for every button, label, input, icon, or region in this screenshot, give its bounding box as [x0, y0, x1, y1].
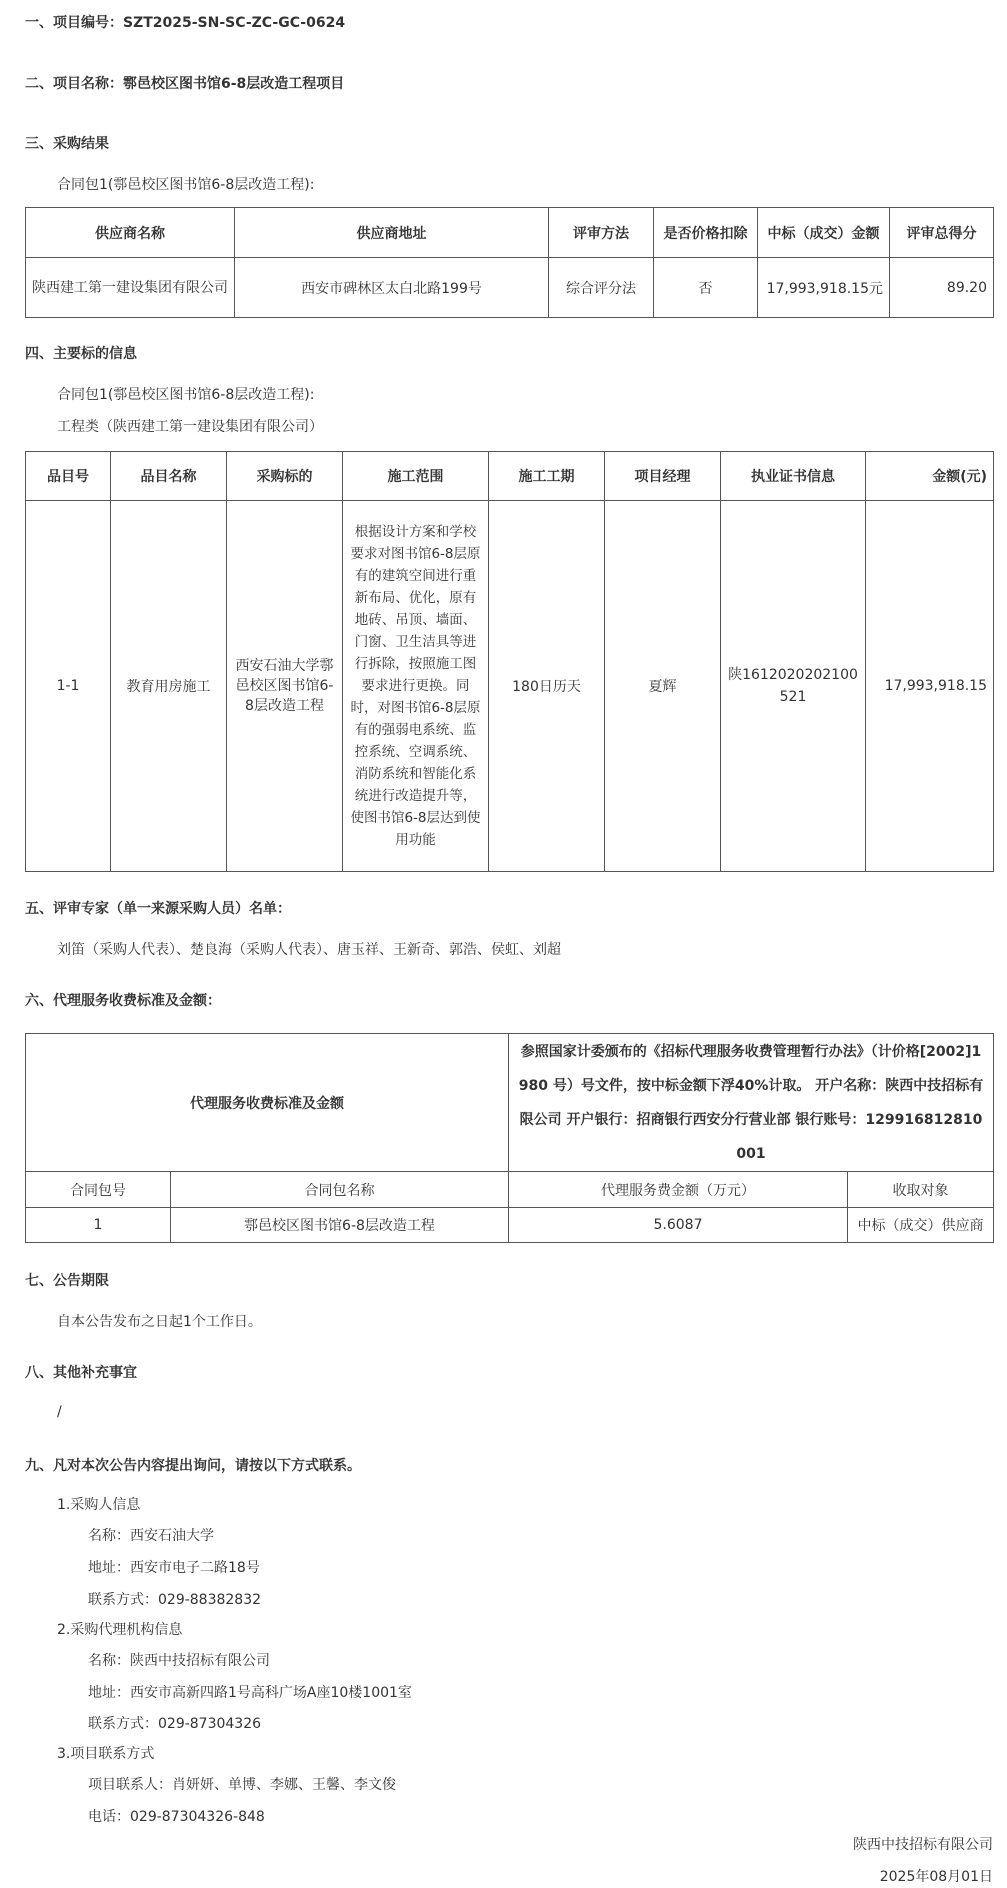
experts-list: 刘笛（采购人代表）、楚良海（采购人代表）、唐玉祥、王新奇、郭浩、侯虹、刘超	[57, 942, 561, 958]
result-header-cell: 供应商地址	[235, 208, 549, 258]
total-score-cell: 89.20	[890, 258, 994, 318]
notice-period-text: 自本公告发布之日起1个工作日。	[57, 1314, 262, 1330]
supplier-address-cell: 西安市碑林区太白北路199号	[235, 258, 549, 318]
subject-cell: 西安石油大学鄠邑校区图书馆6-8层改造工程	[227, 501, 343, 872]
agent-info-heading: 2.采购代理机构信息	[57, 1622, 183, 1638]
fee-header-cell: 合同包号	[26, 1172, 171, 1208]
package-name-cell: 鄠邑校区图书馆6-8层改造工程	[171, 1208, 509, 1243]
item-name-cell: 教育用房施工	[111, 501, 227, 872]
fee-header-cell: 收取对象	[848, 1172, 994, 1208]
construction-scope-cell: 根据设计方案和学校要求对图书馆6-8层原有的建筑空间进行重新布局、优化，原有地砖、吊顶、墙面、门窗、卫生洁具等进行拆除，按照施工图要求进行更换。同时，对图书馆6-8层原有的强弱电系统、监控系统、空调系统、消防系统和智能化系统进行改造提升等，使图书馆6-8层达到使用功能	[343, 501, 489, 872]
project-name-label: 二、项目名称：	[25, 76, 123, 92]
subject-table	[25, 451, 994, 872]
result-header-cell: 中标（成交）金额	[758, 208, 890, 258]
item-number-cell: 1-1	[26, 501, 111, 872]
fee-header-cell: 代理服务费金额（万元）	[509, 1172, 848, 1208]
buyer-info-heading: 1.采购人信息	[57, 1497, 141, 1513]
project-manager-cell: 夏辉	[605, 501, 721, 872]
fee-standard-label: 代理服务收费标准及金额	[26, 1034, 509, 1172]
inquiry-heading: 九、凡对本次公告内容提出询问，请按以下方式联系。	[25, 1458, 361, 1474]
buyer-address: 地址：西安市电子二路18号	[88, 1560, 260, 1576]
procurement-result-heading: 三、采购结果	[25, 136, 109, 152]
subject-header-cell: 施工范围	[343, 452, 489, 501]
agent-phone: 联系方式：029-87304326	[88, 1716, 262, 1732]
subject-header-cell: 执业证书信息	[721, 452, 866, 501]
experts-heading: 五、评审专家（单一来源采购人员）名单：	[25, 901, 291, 917]
project-name-value: 鄠邑校区图书馆6-8层改造工程项目	[123, 76, 345, 92]
project-name	[25, 73, 344, 93]
subject-header-cell: 金额(元)	[866, 452, 994, 501]
result-header-cell: 评审总得分	[890, 208, 994, 258]
supplementary-heading: 八、其他补充事宜	[25, 1365, 137, 1381]
supplementary-text: /	[57, 1404, 62, 1420]
subject-header-cell: 品目号	[26, 452, 111, 501]
result-header-cell: 是否价格扣除	[654, 208, 758, 258]
subject-header-row	[26, 452, 994, 501]
project-contact-heading: 3.项目联系方式	[57, 1746, 155, 1762]
footer-company: 陕西中技招标有限公司	[853, 1837, 993, 1853]
fee-amount-cell: 5.6087	[509, 1208, 848, 1243]
amount-cell: 17,993,918.15	[866, 501, 994, 872]
result-header-row	[26, 208, 994, 258]
agent-name: 名称：陕西中技招标有限公司	[88, 1653, 270, 1669]
result-header-cell: 供应商名称	[26, 208, 235, 258]
project-number	[25, 12, 345, 32]
buyer-phone: 联系方式：029-88382832	[88, 1592, 262, 1608]
notice-period-heading: 七、公告期限	[25, 1273, 109, 1289]
fee-header-cell: 合同包名称	[171, 1172, 509, 1208]
subject-header-cell: 采购标的	[227, 452, 343, 501]
project-contact-people: 项目联系人：肖妍妍、单博、李娜、王馨、李文俊	[88, 1777, 396, 1793]
subject-package-label: 合同包1(鄠邑校区图书馆6-8层改造工程):	[57, 387, 315, 403]
review-method-cell: 综合评分法	[549, 258, 654, 318]
subject-header-cell: 施工工期	[489, 452, 605, 501]
fee-standard-row	[26, 1034, 994, 1172]
result-header-cell: 评审方法	[549, 208, 654, 258]
footer-date: 2025年08月01日	[879, 1869, 993, 1885]
subject-category-label: 工程类（陕西建工第一建设集团有限公司）	[57, 419, 323, 435]
certificate-cell: 陕1612020202100521	[721, 501, 866, 872]
project-number-label: 一、项目编号：	[25, 15, 123, 31]
package-number-cell: 1	[26, 1208, 171, 1243]
subject-info-heading: 四、主要标的信息	[25, 346, 137, 362]
winning-amount-cell: 17,993,918.15元	[758, 258, 890, 318]
price-deduction-cell: 否	[654, 258, 758, 318]
construction-period-cell: 180日历天	[489, 501, 605, 872]
agency-fee-heading: 六、代理服务收费标准及金额：	[25, 993, 221, 1009]
supplier-name-cell: 陕西建工第一建设集团有限公司	[26, 258, 235, 318]
project-number-value: SZT2025-SN-SC-ZC-GC-0624	[123, 15, 346, 31]
table-row	[26, 501, 994, 872]
fee-target-cell: 中标（成交）供应商	[848, 1208, 994, 1243]
table-row	[26, 258, 994, 318]
table-row	[26, 1208, 994, 1243]
result-table	[25, 207, 994, 318]
fee-table	[25, 1033, 994, 1243]
agent-address: 地址：西安市高新四路1号高科广场A座10楼1001室	[88, 1685, 412, 1701]
result-package-label: 合同包1(鄠邑校区图书馆6-8层改造工程):	[57, 177, 315, 193]
fee-standard-text: 参照国家计委颁布的《招标代理服务收费管理暂行办法》（计价格[2002]1980 号）号文件，按中标金额下浮40%计取。 开户名称：陕西中技招标有限公司 开户银行：招商银行西安分行营业部 银行账号：129916812810001	[509, 1034, 994, 1172]
fee-header-row	[26, 1172, 994, 1208]
subject-header-cell: 项目经理	[605, 452, 721, 501]
buyer-name: 名称：西安石油大学	[88, 1528, 214, 1544]
project-contact-phone: 电话：029-87304326-848	[88, 1809, 265, 1825]
subject-header-cell: 品目名称	[111, 452, 227, 501]
